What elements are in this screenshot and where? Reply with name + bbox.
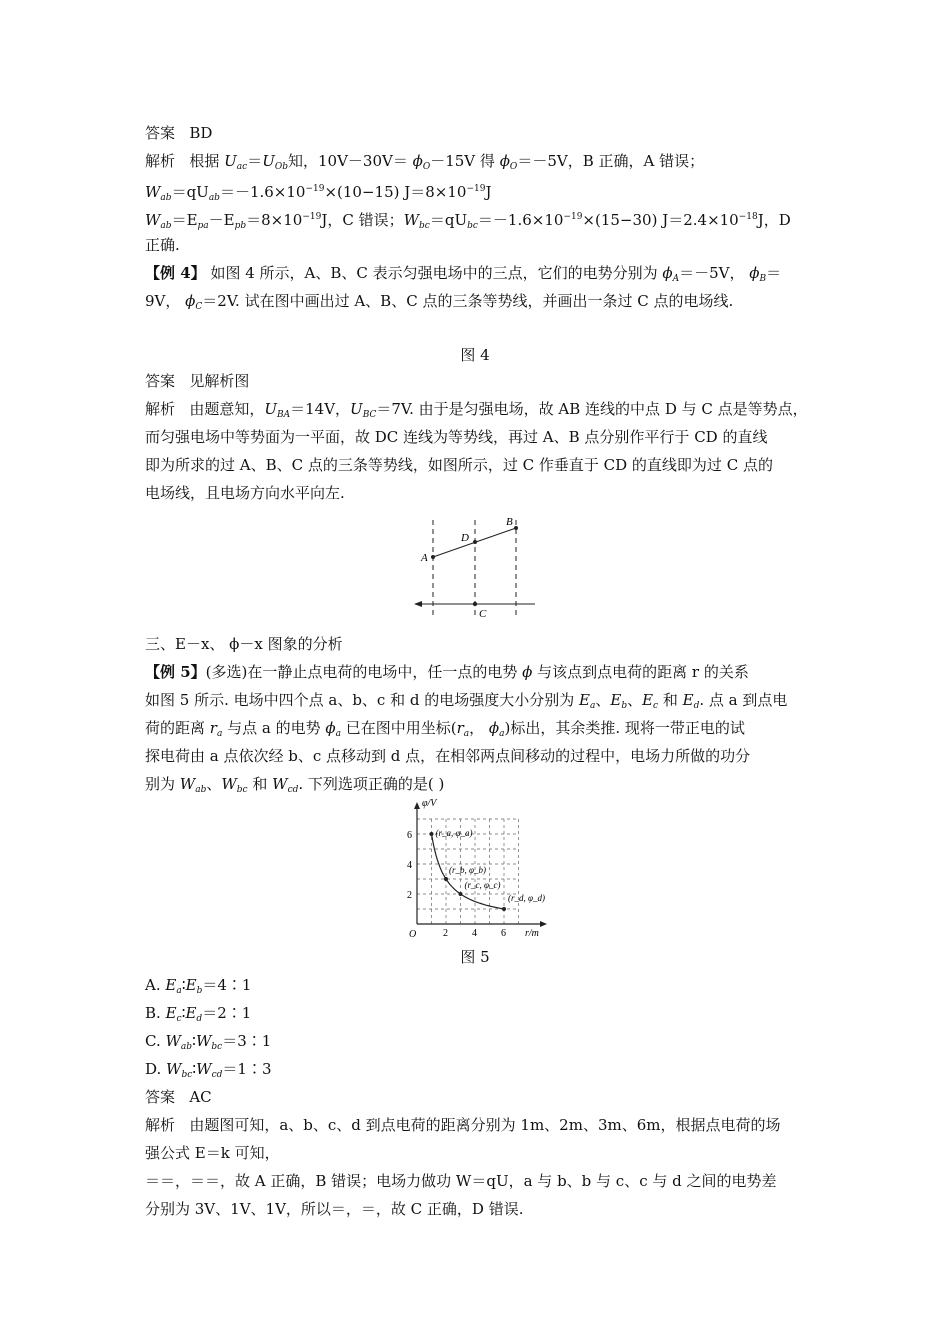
y-axis-arrow <box>414 802 420 809</box>
data-point <box>502 907 506 911</box>
potential-distance-chart <box>395 796 560 941</box>
explanation-1-line-1: 解析 根据 $U_{ac}=U_{Ob}$知，$10V-30V= \phi_O-15V$ 得 $\phi_O=-5V$，B 正确，A 错误； <box>145 152 705 172</box>
data-point-label: (r_b, φ_b) <box>449 865 486 875</box>
example-4-line-1: 【例 4】 如图 4 所示，A、B、C 表示匀强电场中的三点，它们的电势分别为 $\phi_A=-5V$， $\phi_B=$ <box>145 264 782 284</box>
x-tick-label: 6 <box>501 928 506 939</box>
label-a: A <box>421 552 428 564</box>
explanation-1-line-4: 正确. <box>145 236 180 254</box>
data-point <box>430 832 434 836</box>
example-5-line-4: 探电荷由 a 点依次经 b、c 点移动到 d 点，在相邻两点间移动的过程中，电场力所做的功分 <box>145 747 751 765</box>
y-axis-label: φ/V <box>422 798 437 809</box>
y-tick-label: 2 <box>407 890 412 901</box>
answer-line-3: 答案 AC <box>145 1088 212 1106</box>
explanation-1-line-3: $W_{ab}=E_{pa}-E_{pb}=8\times 10^{-19}J$，C 错误；$W_{bc}=qU_{bc}=-1.6\times 10^{-19}\times(15-30)$ $J=2.4\times 10^{-18}J$，D <box>145 211 791 231</box>
label-b: B <box>506 516 513 528</box>
example-5-line-2: 如图 5 所示. 电场中四个点 a、b、c 和 d 的电场强度大小分别为 $E_a$、$E_b$、$E_c$ 和 $E_d$. 点 a 到点电 <box>145 691 788 711</box>
answer-line-2: 答案 见解析图 <box>145 372 250 390</box>
point-b <box>514 526 518 530</box>
explanation-2-line-1: 解析 由题意知，$U_{BA}=14V$，$U_{BC}=7V$. 由于是匀强电场，故 AB 连线的中点 D 与 C 点是等势点， <box>145 400 808 420</box>
explanation-1-line-2: $W_{ab}=qU_{ab}=-1.6\times 10^{-19}\times(10-15)$ $J=8\times 10^{-19}J$ <box>145 183 492 203</box>
x-tick-label: 4 <box>472 928 477 939</box>
data-point-label: (r_d, φ_d) <box>508 893 545 903</box>
example-5-line-3: 荷的距离 $r_a$ 与点 a 的电势 $\phi_a$ 已在图中用坐标($r_a$， $\phi_a$)标出，其余类推. 现将一带正电的试 <box>145 719 745 739</box>
example-4-line-2: 9V， $\phi_C=2V$. 试在图中画出过 A、B、C 点的三条等势线，并画出一条过 C 点的电场线. <box>145 292 734 312</box>
figure-4-caption: 图 4 <box>460 346 490 364</box>
example-5-line-5: 别为 $W_{ab}$、$W_{bc}$ 和 $W_{cd}$. 下列选项正确的是( ) <box>145 775 445 795</box>
x-axis-label: r/m <box>525 928 539 939</box>
explanation-2-line-2: 而匀强电场中等势面为一平面，故 DC 连线为等势线，再过 A、B 点分别作平行于 CD 的直线 <box>145 428 768 446</box>
point-c <box>473 602 477 606</box>
field-arrow-head <box>414 601 422 607</box>
label-d: D <box>461 532 469 544</box>
point-d <box>473 540 477 544</box>
explanation-3-line-2: 强公式 E＝k 可知， <box>145 1144 280 1162</box>
explanation-3-line-3: ＝＝，＝＝，故 A 正确，B 错误；电场力做功 W＝qU，a 与 b、b 与 c、c 与 d 之间的电势差 <box>145 1172 777 1190</box>
option-b[interactable]: B. $E_c∶E_d=2∶1$ <box>145 1004 252 1024</box>
explanation-2-line-4: 电场线，且电场方向水平向左. <box>145 484 345 502</box>
x-tick-label: 2 <box>443 928 448 939</box>
data-point <box>444 877 448 881</box>
y-tick-label: 6 <box>407 830 412 841</box>
origin-label: O <box>409 929 417 940</box>
example-5-line-1: 【例 5】(多选)在一静止点电荷的电场中，任一点的电势 ϕ 与该点到点电荷的距离 r 的关系 <box>145 663 749 681</box>
data-point-label: (r_c, φ_c) <box>464 880 501 890</box>
explanation-2-line-3: 即为所求的过 A、B、C 点的三条等势线，如图所示，过 C 作垂直于 CD 的直线即为过 C 点的 <box>145 456 773 474</box>
explanation-3-line-4: 分别为 3V、1V、1V，所以＝，＝，故 C 正确，D 错误. <box>145 1200 524 1218</box>
x-axis-arrow <box>540 921 547 927</box>
answer-line-1: 答案 BD <box>145 124 213 142</box>
equipotential-diagram <box>405 510 545 625</box>
point-a <box>431 555 435 559</box>
explanation-3-line-1: 解析 由题图可知，a、b、c、d 到点电荷的距离分别为 1m、2m、3m、6m，根据点电荷的场 <box>145 1116 781 1134</box>
section-3-title: 三、E－x、 ϕ－x 图象的分析 <box>145 635 343 653</box>
chart-points <box>430 828 545 911</box>
data-point <box>459 892 463 896</box>
option-a[interactable]: A. $E_a∶E_b=4∶1$ <box>145 976 252 996</box>
data-point-label: (r_a, φ_a) <box>435 828 473 838</box>
label-c: C <box>479 608 487 620</box>
option-c[interactable]: C. $W_{ab}∶W_{bc}=3∶1$ <box>145 1032 272 1052</box>
y-tick-label: 4 <box>407 860 412 871</box>
figure-5-caption: 图 5 <box>460 948 490 966</box>
option-d[interactable]: D. $W_{bc}∶W_{cd}=1∶3$ <box>145 1060 272 1080</box>
